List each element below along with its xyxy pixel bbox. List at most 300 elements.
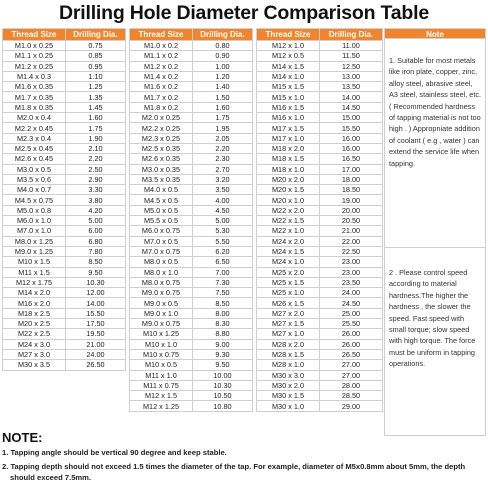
table-row	[130, 349, 253, 359]
thread-size-cell: M5.5 x 0.5	[130, 216, 193, 226]
drill-dia-cell: 2.30	[193, 154, 253, 164]
drill-dia-cell: 22.50	[320, 246, 383, 256]
thread-size-cell: M12 x 1.0	[257, 41, 320, 51]
thread-size-cell: M1.6 x 0.2	[130, 82, 193, 92]
table-row	[130, 288, 253, 298]
table-row	[257, 298, 383, 308]
table-row	[257, 370, 383, 380]
thread-size-cell: M8.0 x 0.5	[130, 257, 193, 267]
drill-dia-cell: 7.30	[193, 277, 253, 287]
thread-size-cell: M27 x 3.0	[3, 349, 66, 359]
table-row	[257, 61, 383, 71]
thread-size-cell: M1.4 x 0.2	[130, 71, 193, 81]
thread-size-cell: M1.2 x 0.25	[3, 61, 66, 71]
drill-dia-cell: 1.00	[193, 61, 253, 71]
table-row	[257, 133, 383, 143]
table-row	[130, 380, 253, 390]
drill-dia-cell: 10.30	[193, 380, 253, 390]
thread-size-cell: M24 x 2.0	[257, 236, 320, 246]
table-row	[257, 391, 383, 401]
thread-size-cell: M17 x 1.0	[257, 133, 320, 143]
table-row	[257, 380, 383, 390]
drill-dia-cell: 0.85	[66, 51, 126, 61]
drill-dia-cell: 27.00	[320, 370, 383, 380]
table-row	[257, 41, 383, 51]
table-row	[3, 143, 126, 153]
table-row	[257, 113, 383, 123]
note-line-2: 2. Tapping depth should not exceed 1.5 times the diameter of the tap. For example, diameter of M5x0.8mm about 5mm, the depth	[2, 462, 466, 471]
drill-dia-cell: 2.20	[193, 143, 253, 153]
drill-dia-cell: 20.50	[320, 216, 383, 226]
thread-size-cell: M2.5 x 0.45	[3, 143, 66, 153]
thread-size-cell: M2.3 x 0.25	[130, 133, 193, 143]
thread-size-cell: M2.3 x 0.4	[3, 133, 66, 143]
drill-dia-cell: 9.00	[193, 339, 253, 349]
table-row	[257, 154, 383, 164]
header-drilling-dia: Drilling Dia.	[193, 29, 253, 41]
table-row	[3, 195, 126, 205]
table-row	[130, 391, 253, 401]
thread-size-cell: M5.0 x 0.8	[3, 205, 66, 215]
drill-dia-cell: 1.50	[193, 92, 253, 102]
page-title: Drilling Hole Diameter Comparison Table	[59, 2, 429, 24]
table-row	[257, 174, 383, 184]
drill-dia-cell: 1.35	[66, 92, 126, 102]
table-row	[130, 113, 253, 123]
drill-dia-cell: 14.00	[320, 92, 383, 102]
drill-dia-cell: 21.00	[320, 226, 383, 236]
table-row	[3, 51, 126, 61]
thread-size-cell: M11 x 1.5	[3, 267, 66, 277]
drill-dia-cell: 17.50	[66, 319, 126, 329]
table-row	[130, 298, 253, 308]
table-row	[130, 401, 253, 411]
thread-size-cell: M20 x 1.5	[257, 185, 320, 195]
table-row	[257, 164, 383, 174]
table-row	[3, 308, 126, 318]
drill-dia-cell: 1.10	[66, 71, 126, 81]
drill-dia-cell: 14.00	[66, 298, 126, 308]
drill-dia-cell: 11.50	[320, 51, 383, 61]
thread-size-cell: M11 x 0.75	[130, 380, 193, 390]
thread-size-cell: M1.6 x 0.35	[3, 82, 66, 92]
table-row	[257, 339, 383, 349]
table-row	[3, 319, 126, 329]
drill-dia-cell: 1.40	[193, 82, 253, 92]
drill-dia-cell: 10.80	[193, 401, 253, 411]
drill-dia-cell: 18.00	[320, 174, 383, 184]
drill-dia-cell: 3.20	[193, 174, 253, 184]
table-row	[3, 164, 126, 174]
thread-size-cell: M16 x 1.5	[257, 102, 320, 112]
drill-dia-cell: 17.00	[320, 164, 383, 174]
header-thread-size: Thread Size	[3, 29, 66, 41]
table-row	[257, 82, 383, 92]
table-row	[3, 267, 126, 277]
table-row	[257, 288, 383, 298]
thread-size-cell: M3.0 x 0.5	[3, 164, 66, 174]
thread-size-cell: M14 x 2.0	[3, 288, 66, 298]
thread-size-cell: M30 x 1.5	[257, 391, 320, 401]
drill-dia-cell: 26.00	[320, 329, 383, 339]
thread-size-cell: M2.6 x 0.35	[130, 154, 193, 164]
table-row	[130, 329, 253, 339]
thread-size-cell: M1.8 x 0.2	[130, 102, 193, 112]
drill-dia-cell: 2.20	[66, 154, 126, 164]
drill-dia-cell: 1.75	[66, 123, 126, 133]
drill-dia-cell: 10.30	[66, 277, 126, 287]
drill-dia-cell: 1.90	[66, 133, 126, 143]
thread-size-cell: M8.0 x 1.0	[130, 267, 193, 277]
drill-dia-cell: 1.45	[66, 102, 126, 112]
drill-dia-cell: 19.50	[66, 329, 126, 339]
table-row	[3, 329, 126, 339]
table-row	[3, 102, 126, 112]
thread-size-cell: M5.0 x 0.5	[130, 205, 193, 215]
thread-size-cell: M1.2 x 0.2	[130, 61, 193, 71]
thread-size-cell: M6.0 x 0.75	[130, 226, 193, 236]
table-row	[130, 41, 253, 51]
table-row	[130, 236, 253, 246]
thread-size-cell: M18 x 2.0	[257, 143, 320, 153]
table-row	[130, 339, 253, 349]
table-row	[257, 51, 383, 61]
drill-dia-cell: 8.00	[193, 308, 253, 318]
table-row	[257, 308, 383, 318]
table-row	[130, 226, 253, 236]
thread-size-cell: M1.8 x 0.35	[3, 102, 66, 112]
table-row	[257, 349, 383, 359]
drill-dia-cell: 26.50	[66, 360, 126, 370]
thread-size-cell: M2.2 x 0.25	[130, 123, 193, 133]
header-note: Note	[384, 28, 486, 39]
thread-size-cell: M7.0 x 1.0	[3, 226, 66, 236]
table-row	[257, 360, 383, 370]
thread-size-cell: M1.4 x 0.3	[3, 71, 66, 81]
thread-size-cell: M4.5 x 0.5	[130, 195, 193, 205]
note-1: 1. Suitable for most metals like iron plate, copper, zinc, alloy steel, abrasive steel, A3 steel, stainless steel, etc. ( Recommended hardness of tapping material is not too high . ) Appropniate addition of coolant ( e.g , water ) can extend the service life when tapping.	[384, 39, 486, 248]
thread-size-cell: M10 x 0.75	[130, 349, 193, 359]
thread-size-cell: M1.7 x 0.2	[130, 92, 193, 102]
thread-size-cell: M22 x 1.0	[257, 226, 320, 236]
thread-size-cell: M2.6 x 0.45	[3, 154, 66, 164]
table-row	[130, 216, 253, 226]
thread-size-cell: M10 x 1.5	[3, 257, 66, 267]
thread-size-cell: M27 x 1.5	[257, 319, 320, 329]
drill-dia-cell: 18.50	[320, 185, 383, 195]
drill-dia-cell: 24.50	[320, 298, 383, 308]
table-row	[257, 123, 383, 133]
drill-dia-cell: 0.75	[66, 41, 126, 51]
table-row	[130, 133, 253, 143]
drill-dia-cell: 19.00	[320, 195, 383, 205]
drill-dia-cell: 8.50	[66, 257, 126, 267]
drill-dia-cell: 7.80	[66, 246, 126, 256]
thread-size-cell: M6.0 x 1.0	[3, 216, 66, 226]
drill-dia-cell: 5.00	[66, 216, 126, 226]
table-row	[257, 195, 383, 205]
thread-size-cell: M24 x 1.5	[257, 246, 320, 256]
table-row	[257, 257, 383, 267]
table-row	[257, 329, 383, 339]
thread-size-cell: M2.2 x 0.45	[3, 123, 66, 133]
drill-dia-cell: 26.50	[320, 349, 383, 359]
thread-size-cell: M25 x 1.5	[257, 277, 320, 287]
table-row	[257, 185, 383, 195]
thread-size-cell: M9.0 x 1.25	[3, 246, 66, 256]
table-row	[130, 164, 253, 174]
header-thread-size: Thread Size	[130, 29, 193, 41]
table-row	[257, 226, 383, 236]
drill-dia-cell: 24.00	[66, 349, 126, 359]
drill-dia-cell: 2.10	[66, 143, 126, 153]
thread-size-cell: M14 x 1.5	[257, 61, 320, 71]
drill-dia-cell: 5.00	[193, 216, 253, 226]
drill-dia-cell: 3.50	[193, 185, 253, 195]
drill-dia-cell: 1.20	[193, 71, 253, 81]
thread-size-cell: M4.0 x 0.5	[130, 185, 193, 195]
note-2: 2 . Please control speed according to material hardness.The higher the hardness , the slower the speed. Fast speed with small torque; slow speed with high torque. The force must be uniform in tapping operations.	[384, 248, 486, 436]
drill-dia-cell: 4.50	[193, 205, 253, 215]
table-row	[130, 174, 253, 184]
drill-dia-cell: 4.00	[193, 195, 253, 205]
drill-dia-cell: 3.80	[66, 195, 126, 205]
drill-dia-cell: 15.50	[66, 308, 126, 318]
thread-size-cell: M9.0 x 0.5	[130, 298, 193, 308]
table-row	[3, 277, 126, 287]
drill-dia-cell: 8.50	[193, 298, 253, 308]
table-row	[3, 133, 126, 143]
thread-size-cell: M10 x 1.0	[130, 339, 193, 349]
drill-dia-cell: 1.60	[193, 102, 253, 112]
drill-dia-cell: 23.00	[320, 257, 383, 267]
thread-table-1	[2, 28, 126, 371]
drill-dia-cell: 0.80	[193, 41, 253, 51]
drill-dia-cell: 24.00	[320, 288, 383, 298]
thread-size-cell: M26 x 1.5	[257, 298, 320, 308]
table-row	[130, 123, 253, 133]
thread-size-cell: M20 x 2.0	[257, 174, 320, 184]
table-row	[3, 113, 126, 123]
table-row	[257, 267, 383, 277]
drill-dia-cell: 13.50	[320, 82, 383, 92]
thread-size-cell: M3.5 x 0.6	[3, 174, 66, 184]
note-line-1: 1. Tapping angle should be vertical 90 degree and keep stable.	[2, 448, 227, 457]
thread-size-cell: M3.0 x 0.35	[130, 164, 193, 174]
drill-dia-cell: 11.00	[320, 41, 383, 51]
drill-dia-cell: 1.60	[66, 113, 126, 123]
drill-dia-cell: 29.00	[320, 401, 383, 411]
table-row	[3, 349, 126, 359]
thread-size-cell: M8.0 x 0.75	[130, 277, 193, 287]
table-row	[257, 246, 383, 256]
table-row	[130, 102, 253, 112]
thread-size-cell: M1.1 x 0.2	[130, 51, 193, 61]
drill-dia-cell: 14.50	[320, 102, 383, 112]
thread-table-3	[256, 28, 383, 412]
thread-size-cell: M15 x 1.0	[257, 92, 320, 102]
thread-size-cell: M1.1 x 0.25	[3, 51, 66, 61]
thread-size-cell: M12 x 1.5	[130, 391, 193, 401]
thread-size-cell: M25 x 2.0	[257, 267, 320, 277]
table-row	[130, 267, 253, 277]
drill-dia-cell: 9.50	[193, 360, 253, 370]
drill-dia-cell: 22.00	[320, 236, 383, 246]
thread-size-cell: M30 x 2.0	[257, 380, 320, 390]
drill-dia-cell: 12.50	[320, 61, 383, 71]
thread-size-cell: M24 x 1.0	[257, 257, 320, 267]
table-row	[3, 298, 126, 308]
drill-dia-cell: 1.75	[193, 113, 253, 123]
drill-dia-cell: 25.50	[320, 319, 383, 329]
thread-size-cell: M2.5 x 0.35	[130, 143, 193, 153]
table-row	[3, 185, 126, 195]
table-row	[257, 102, 383, 112]
thread-size-cell: M4.0 x 0.7	[3, 185, 66, 195]
drill-dia-cell: 26.00	[320, 339, 383, 349]
thread-size-cell: M18 x 2.5	[3, 308, 66, 318]
table-row	[130, 319, 253, 329]
thread-size-cell: M27 x 2.0	[257, 308, 320, 318]
thread-size-cell: M9.0 x 0.75	[130, 319, 193, 329]
thread-size-cell: M27 x 1.0	[257, 329, 320, 339]
thread-size-cell: M17 x 1.5	[257, 123, 320, 133]
header-drilling-dia: Drilling Dia.	[66, 29, 126, 41]
table-row	[130, 370, 253, 380]
thread-size-cell: M9.0 x 1.0	[130, 308, 193, 318]
table-row	[257, 216, 383, 226]
notes-heading: NOTE:	[2, 430, 43, 445]
thread-size-cell: M1.0 x 0.25	[3, 41, 66, 51]
thread-size-cell: M30 x 3.0	[257, 370, 320, 380]
drill-dia-cell: 6.50	[193, 257, 253, 267]
table-row	[130, 51, 253, 61]
drill-dia-cell: 27.00	[320, 360, 383, 370]
thread-size-cell: M15 x 1.5	[257, 82, 320, 92]
table-row	[130, 185, 253, 195]
drill-dia-cell: 2.05	[193, 133, 253, 143]
table-row	[3, 236, 126, 246]
thread-size-cell: M30 x 1.0	[257, 401, 320, 411]
table-row	[3, 205, 126, 215]
thread-size-cell: M22 x 2.0	[257, 205, 320, 215]
drill-dia-cell: 13.00	[320, 71, 383, 81]
thread-size-cell: M9.0 x 0.75	[130, 288, 193, 298]
table-row	[3, 226, 126, 236]
drill-dia-cell: 20.00	[320, 205, 383, 215]
drill-dia-cell: 0.95	[66, 61, 126, 71]
thread-size-cell: M8.0 x 1.25	[3, 236, 66, 246]
thread-size-cell: M10 x 1.25	[130, 329, 193, 339]
drill-dia-cell: 4.20	[66, 205, 126, 215]
table-row	[3, 174, 126, 184]
thread-size-cell: M14 x 1.0	[257, 71, 320, 81]
table-row	[130, 308, 253, 318]
drill-dia-cell: 23.50	[320, 277, 383, 287]
table-row	[257, 236, 383, 246]
thread-size-cell: M12 x 1.25	[130, 401, 193, 411]
table-row	[257, 92, 383, 102]
thread-size-cell: M28 x 1.0	[257, 360, 320, 370]
table-row	[257, 401, 383, 411]
table-row	[3, 41, 126, 51]
note-line-3: should exceed 7.5mm.	[10, 473, 92, 482]
thread-size-cell: M11 x 1.0	[130, 370, 193, 380]
table-row	[130, 71, 253, 81]
drill-dia-cell: 1.95	[193, 123, 253, 133]
drill-dia-cell: 10.50	[193, 391, 253, 401]
table-row	[130, 143, 253, 153]
drill-dia-cell: 6.00	[66, 226, 126, 236]
thread-size-cell: M30 x 3.5	[3, 360, 66, 370]
table-row	[130, 61, 253, 71]
table-row	[3, 339, 126, 349]
thread-size-cell: M3.5 x 0.35	[130, 174, 193, 184]
table-row	[3, 360, 126, 370]
drill-dia-cell: 28.50	[320, 391, 383, 401]
table-row	[130, 195, 253, 205]
drill-dia-cell: 12.00	[66, 288, 126, 298]
drill-dia-cell: 23.00	[320, 267, 383, 277]
table-row	[3, 61, 126, 71]
table-row	[3, 246, 126, 256]
thread-size-cell: M12 x 0.5	[257, 51, 320, 61]
drill-dia-cell: 15.50	[320, 123, 383, 133]
table-row	[3, 257, 126, 267]
drill-dia-cell: 16.00	[320, 133, 383, 143]
table-row	[130, 277, 253, 287]
table-row	[3, 154, 126, 164]
drill-dia-cell: 6.80	[66, 236, 126, 246]
thread-size-cell: M7.0 x 0.5	[130, 236, 193, 246]
table-row	[130, 246, 253, 256]
drill-dia-cell: 7.00	[193, 267, 253, 277]
drill-dia-cell: 5.30	[193, 226, 253, 236]
drill-dia-cell: 2.50	[66, 164, 126, 174]
table-row	[3, 288, 126, 298]
header-thread-size: Thread Size	[257, 29, 320, 41]
table-row	[257, 319, 383, 329]
table-row	[257, 143, 383, 153]
table-row	[130, 257, 253, 267]
table-row	[130, 92, 253, 102]
drill-dia-cell: 25.00	[320, 308, 383, 318]
drill-dia-cell: 2.70	[193, 164, 253, 174]
table-row	[130, 205, 253, 215]
table-row	[3, 71, 126, 81]
thread-size-cell: M16 x 2.0	[3, 298, 66, 308]
thread-size-cell: M18 x 1.0	[257, 164, 320, 174]
table-row	[257, 277, 383, 287]
drill-dia-cell: 15.00	[320, 113, 383, 123]
drill-dia-cell: 8.80	[193, 329, 253, 339]
drill-dia-cell: 16.50	[320, 154, 383, 164]
thread-size-cell: M20 x 1.0	[257, 195, 320, 205]
table-row	[130, 82, 253, 92]
table-row	[3, 82, 126, 92]
drill-dia-cell: 1.25	[66, 82, 126, 92]
thread-size-cell: M28 x 2.0	[257, 339, 320, 349]
drill-dia-cell: 0.90	[193, 51, 253, 61]
drill-dia-cell: 5.50	[193, 236, 253, 246]
thread-size-cell: M12 x 1.75	[3, 277, 66, 287]
drill-dia-cell: 6.20	[193, 246, 253, 256]
thread-size-cell: M24 x 3.0	[3, 339, 66, 349]
table-row	[257, 71, 383, 81]
note-column	[384, 28, 486, 436]
thread-size-cell: M4.5 x 0.75	[3, 195, 66, 205]
drill-dia-cell: 7.50	[193, 288, 253, 298]
